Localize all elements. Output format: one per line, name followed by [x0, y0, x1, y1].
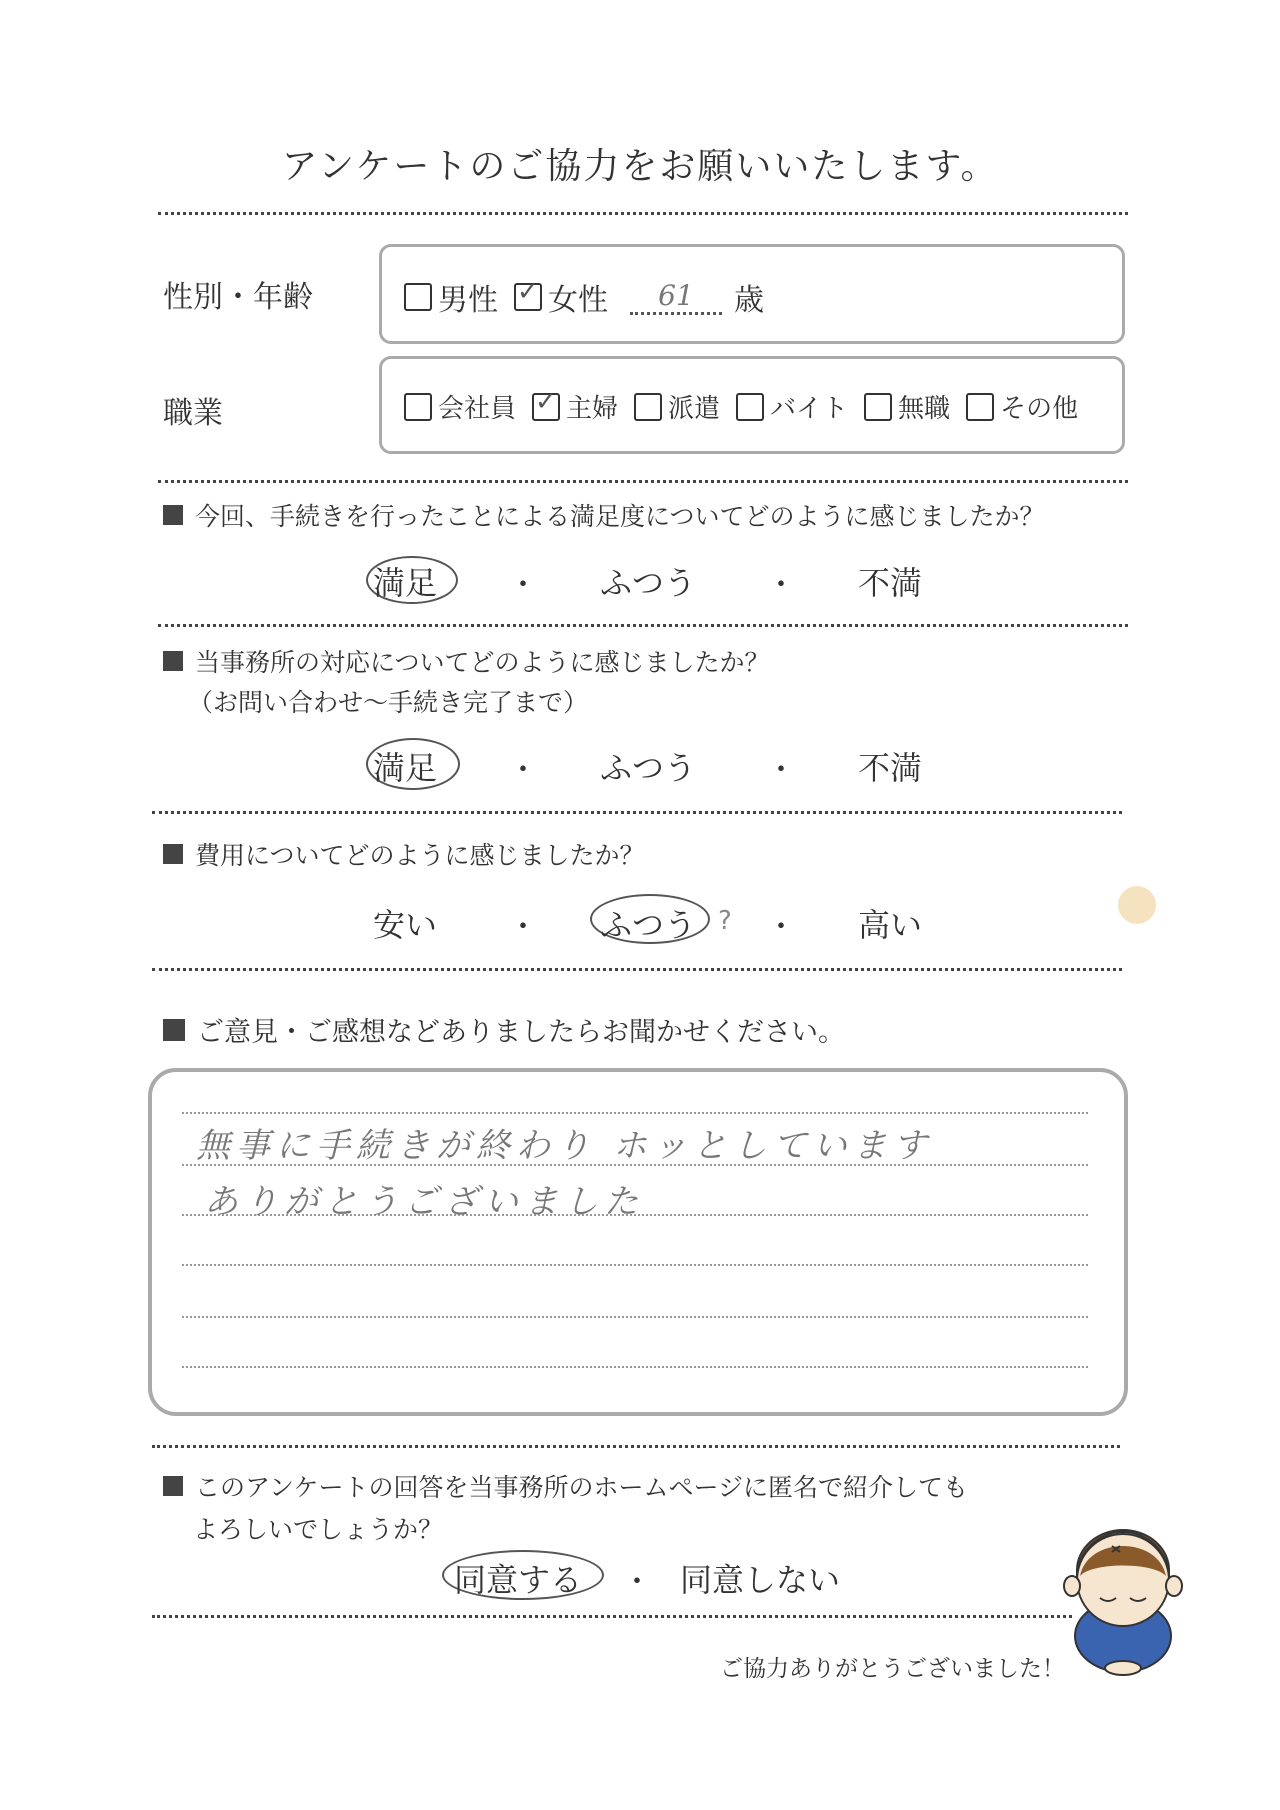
age-unit: 歳 — [734, 283, 764, 318]
divider — [152, 1445, 1120, 1448]
question-4-text: ご意見・ご感想などありましたらお聞かせください。 — [197, 1017, 845, 1048]
question-3 — [163, 836, 645, 872]
question-1 — [163, 497, 1045, 533]
separator: ・ — [508, 568, 538, 603]
page-title: アンケートのご協力をお願いいたします。 — [281, 146, 999, 187]
occupation-option-label: バイト — [770, 394, 849, 424]
gender-age-label: 性別・年齢 — [163, 280, 313, 315]
q5-choice-agree[interactable]: 同意する — [454, 1561, 583, 1599]
occupation-option[interactable] — [966, 388, 1078, 425]
occupation-options — [404, 388, 1094, 425]
q3-choice-cheap[interactable]: 安い — [373, 906, 438, 944]
occupation-option-label: 無職 — [898, 394, 951, 424]
q1-choice-normal[interactable]: ふつう — [600, 564, 697, 602]
handwritten-question-mark: ? — [718, 906, 732, 936]
ruled-line — [182, 1112, 1088, 1114]
question-2-sub: （お問い合わせ〜手続き完了まで） — [188, 688, 589, 717]
q5-choice-disagree[interactable]: 同意しない — [680, 1561, 841, 1599]
occupation-checkbox[interactable] — [634, 393, 662, 421]
question-3-text: 費用についてどのように感じましたか？ — [195, 841, 645, 870]
separator: ・ — [508, 910, 538, 945]
female-checkbox[interactable] — [514, 283, 542, 311]
question-5-text-line1: このアンケートの回答を当事務所のホームページに匿名で紹介しても — [195, 1473, 969, 1502]
bullet-square — [163, 651, 183, 671]
separator: ・ — [766, 568, 796, 603]
occupation-box — [379, 356, 1125, 454]
female-label: 女性 — [548, 283, 608, 318]
bullet-square — [163, 1476, 183, 1496]
occupation-checkbox[interactable] — [532, 393, 560, 421]
gender-age-box — [379, 244, 1125, 344]
question-5 — [163, 1468, 968, 1504]
comment-line-2: ありがとうございました — [204, 1182, 644, 1222]
occupation-option[interactable] — [736, 388, 848, 425]
occupation-option[interactable] — [634, 388, 720, 425]
divider — [152, 811, 1122, 814]
q2-choice-satisfied[interactable]: 満足 — [373, 749, 438, 787]
occupation-option[interactable] — [532, 388, 618, 425]
ruled-line — [182, 1316, 1088, 1318]
question-5-text-line2: よろしいでしょうか？ — [193, 1515, 444, 1544]
occupation-checkbox[interactable] — [966, 393, 994, 421]
comment-line-1: 無事に手続きが終わり ホッとしています — [196, 1126, 933, 1166]
occupation-checkbox[interactable] — [736, 393, 764, 421]
occupation-option-label: その他 — [1000, 394, 1079, 424]
ruled-line — [182, 1366, 1088, 1368]
divider — [152, 1615, 1072, 1618]
q3-choice-expensive[interactable]: 高い — [858, 906, 923, 944]
divider — [152, 968, 1122, 971]
q1-choice-dissatisfied[interactable]: 不満 — [858, 564, 923, 602]
divider — [158, 212, 1128, 215]
separator: ・ — [508, 753, 538, 788]
occupation-option[interactable] — [404, 388, 516, 425]
occupation-checkbox[interactable] — [404, 393, 432, 421]
occupation-option[interactable] — [864, 388, 950, 425]
male-checkbox[interactable] — [404, 283, 432, 311]
bullet-square — [163, 505, 183, 525]
divider — [158, 480, 1128, 483]
occupation-option-label: 派遣 — [668, 394, 721, 424]
separator: ・ — [622, 1565, 652, 1600]
bullet-square — [163, 1019, 185, 1041]
separator: ・ — [766, 753, 796, 788]
question-2 — [163, 643, 770, 679]
question-2-text: 当事務所の対応についてどのように感じましたか？ — [195, 648, 770, 677]
divider — [158, 624, 1128, 627]
occupation-option-label: 主婦 — [566, 394, 619, 424]
bullet-square — [163, 844, 183, 864]
q1-choice-satisfied[interactable]: 満足 — [373, 564, 438, 602]
question-4 — [163, 1010, 845, 1049]
question-1-text: 今回、手続きを行ったことによる満足度についてどのように感じましたか？ — [195, 502, 1045, 531]
ruled-line — [182, 1264, 1088, 1266]
bowing-person-illustration — [1058, 1518, 1188, 1678]
occupation-label: 職業 — [163, 396, 223, 431]
q2-choice-dissatisfied[interactable]: 不満 — [858, 749, 923, 787]
occupation-checkbox[interactable] — [864, 393, 892, 421]
occupation-option-label: 会社員 — [438, 394, 517, 424]
age-value: 61 — [658, 279, 694, 312]
male-label: 男性 — [438, 283, 498, 318]
coffee-stain — [1118, 886, 1156, 924]
thanks-text: ご協力ありがとうございました！ — [720, 1656, 1065, 1682]
comment-box[interactable] — [148, 1068, 1128, 1416]
separator: ・ — [766, 910, 796, 945]
age-field[interactable] — [630, 279, 722, 315]
q3-choice-normal[interactable]: ふつう — [600, 906, 697, 944]
q2-choice-normal[interactable]: ふつう — [600, 749, 697, 787]
